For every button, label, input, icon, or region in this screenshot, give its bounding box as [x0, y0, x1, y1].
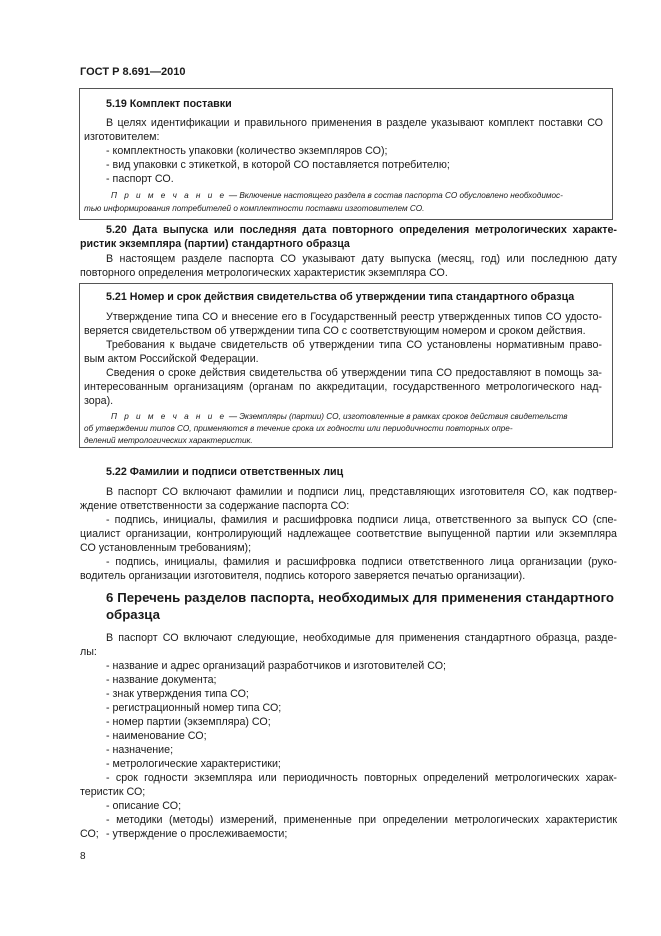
section-5-22-title: 5.22 Фамилии и подписи ответственных лиц	[106, 466, 344, 478]
list-item: - вид упаковки с этикеткой, в которой СО поставляется потребителю;	[106, 159, 450, 171]
note-label: П р и м е ч а н и е	[111, 191, 227, 200]
list-item: - описание СО;	[106, 800, 182, 812]
list-item: - номер партии (экземпляра) СО;	[106, 716, 271, 728]
paragraph-line: зора).	[84, 395, 114, 407]
paragraph-line: В паспорт СО включают следующие, необходимые для применения стандартного образца, разде-	[106, 632, 617, 644]
note-line: тью информирования потребителей о комплектности поставки изготовителем СО.	[84, 204, 425, 213]
list-item: - паспорт СО.	[106, 173, 174, 185]
paragraph-line: Требования к выдаче свидетельств об утверждении типа СО установлены нормативным право-	[106, 339, 602, 351]
document-header: ГОСТ Р 8.691—2010	[80, 66, 186, 78]
list-item: СО;	[80, 828, 99, 840]
paragraph-line: вым актом Российской Федерации.	[84, 353, 259, 365]
paragraph-line: интересованным организациям (органам по аккредитации, государственного метрологического над-	[84, 381, 602, 393]
list-item: - метрологические характеристики;	[106, 758, 281, 770]
paragraph-line: повторного определения метрологических характеристик экземпляра СО.	[80, 267, 448, 279]
list-item: циалист организации, контролирующий надлежащее соответствие выпущенной партии или экземпляра	[80, 528, 617, 540]
list-item: водитель организации изготовителя, подпись которого заверяется печатью организации).	[80, 570, 526, 582]
section-5-20-title: 5.20 Дата выпуска или последняя дата повторного определения метрологических характе-	[106, 224, 617, 236]
paragraph-line: веряется свидетельством об утверждении типа СО с соответствующим номером и сроком действия.	[84, 325, 586, 337]
list-item: - утверждение о прослеживаемости;	[106, 828, 288, 840]
section-6-title: 6 Перечень разделов паспорта, необходимых для применения стандартного	[106, 590, 614, 605]
list-item: - знак утверждения типа СО;	[106, 688, 249, 700]
section-6-title: образца	[106, 607, 160, 622]
section-5-21-title: 5.21 Номер и срок действия свидетельства об утверждении типа стандартного образца	[106, 291, 575, 303]
list-item: - название и адрес организаций разработчиков и изготовителей СО;	[106, 660, 447, 672]
list-item: - подпись, инициалы, фамилия и расшифровка подписи лица, ответственного за выпуск СО (спе-	[106, 514, 617, 526]
section-5-20-title: ристик экземпляра (партии) стандартного образца	[80, 238, 350, 250]
note-line: делений метрологических характеристик.	[84, 436, 253, 445]
note-line	[111, 411, 661, 422]
paragraph-line: ждение ответственности за содержание паспорта СО:	[80, 500, 350, 512]
list-item: теристик СО;	[80, 786, 146, 798]
list-item: - регистрационный номер типа СО;	[106, 702, 282, 714]
list-item: - подпись, инициалы, фамилия и расшифровка подписи ответственного лица организации (руко-	[106, 556, 617, 568]
list-item: СО установленным требованиям);	[80, 542, 252, 554]
note-label: П р и м е ч а н и е	[111, 412, 227, 421]
list-item: - комплектность упаковки (количество экземпляров СО);	[106, 145, 388, 157]
paragraph-line: Сведения о сроке действия свидетельства об утверждении типа СО предоставляют в помощь за-	[106, 367, 602, 379]
list-item: - наименование СО;	[106, 730, 207, 742]
note-text: — Экземпляры (партии) СО, изготовленные в рамках сроков действия свидетельств	[226, 412, 568, 421]
paragraph-line: В паспорт СО включают фамилии и подписи лиц, представляющих изготовителя СО, как подтвер-	[106, 486, 617, 498]
paragraph-line: Утверждение типа СО и внесение его в Государственный реестр утвержденных типов СО удосто-	[106, 311, 602, 323]
paragraph-line: В настоящем разделе паспорта СО указывают дату выпуска (месяц, год) или последнюю дату	[106, 253, 617, 265]
note-line	[111, 190, 661, 201]
list-item: - срок годности экземпляра или периодичность повторных определений метрологических харак-	[106, 772, 617, 784]
section-5-19-title: 5.19 Комплект поставки	[106, 98, 232, 110]
paragraph-line: В целях идентификации и правильного применения в разделе указывают комплект поставки СО	[106, 117, 603, 129]
note-text: — Включение настоящего раздела в состав паспорта СО обусловлено необходимос-	[226, 191, 563, 200]
paragraph-line: лы:	[80, 646, 97, 658]
list-item: - название документа;	[106, 674, 217, 686]
paragraph-line: изготовителем:	[84, 131, 160, 143]
page-number: 8	[80, 851, 86, 862]
list-item: - методики (методы) измерений, примененные при определении метрологических характеристик	[106, 814, 617, 826]
note-line: об утверждении типов СО, применяются в течение срока их годности или периодичности повторных опре-	[84, 424, 513, 433]
list-item: - назначение;	[106, 744, 174, 756]
